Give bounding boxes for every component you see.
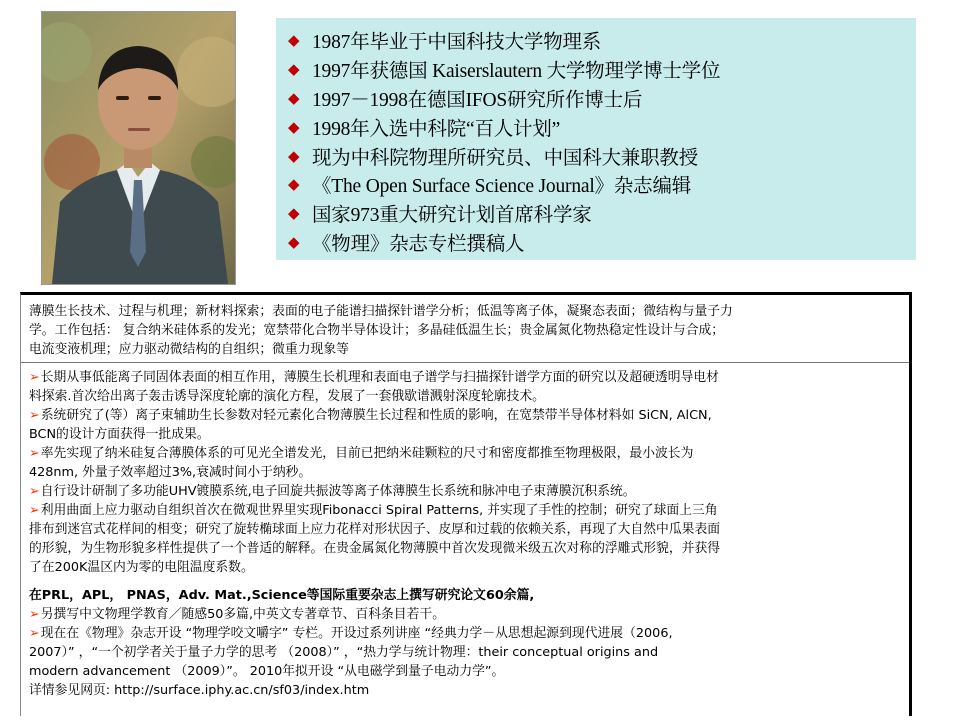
achievement-text: modern advancement （2009）”。 2010年拟开设 “从电磁学到量子电动力学”。 xyxy=(29,664,505,679)
summary-item-text: 1997年获德国 Kaiserslautern 大学物理学博士学位 xyxy=(312,61,721,83)
achievement-text: 料探索.首次给出离子轰击诱导深度轮廓的演化方程，发展了一套俄歇谱溅射深度轮廓技术。 xyxy=(29,389,545,404)
achievement-text: 率先实现了纳米硅复合薄膜体系的可见光全谱发光，目前已把纳米硅颗粒的尺寸和密度都推至物理极限，最小波长为 xyxy=(40,446,694,461)
achievement-line xyxy=(29,444,901,463)
summary-item xyxy=(288,112,916,141)
arrow-bullet-icon: ➢ xyxy=(29,446,40,461)
achievement-line xyxy=(29,586,901,605)
research-line: 学。工作包括： 复合纳米硅体系的发光；宽禁带化合物半导体设计；多晶硅低温生长；贵金属氮化物热稳定性设计与合成； xyxy=(29,323,725,338)
summary-item xyxy=(288,26,916,55)
summary-item-text: 现为中科院物理所研究员、中国科大兼职教授 xyxy=(312,147,699,169)
achievement-line xyxy=(29,387,901,406)
achievement-text: 2007）” ，“一个初学者关于量子力学的思考 （2008）” ，“热力学与统计物理：their conceptual origins and xyxy=(29,645,659,660)
diamond-bullet-icon: ◆ xyxy=(288,146,300,165)
achievement-text: 的形貌，为生物形貌多样性提供了一个普适的解释。在贵金属氮化物薄膜中首次发现微米级五次对称的浮雕式形貌，并获得 xyxy=(29,541,721,556)
achievement-line xyxy=(29,482,901,501)
arrow-bullet-icon: ➢ xyxy=(29,503,40,518)
arrow-bullet-icon: ➢ xyxy=(29,607,40,622)
achievement-line xyxy=(29,406,901,425)
diamond-bullet-icon: ◆ xyxy=(288,204,300,223)
summary-item xyxy=(288,84,916,113)
research-areas xyxy=(21,295,909,363)
summary-item xyxy=(288,228,916,257)
achievement-text: 428nm, 外量子效率超过3%,衰减时间小于纳秒。 xyxy=(29,465,312,480)
diamond-bullet-icon: ◆ xyxy=(288,60,300,79)
achievement-text: 系统研究了(等）离子束辅助生长参数对轻元素化合物薄膜生长过程和性质的影响，在宽禁带半导体材料如 SiCN, AlCN, xyxy=(40,408,712,423)
achievement-line xyxy=(29,662,901,681)
diamond-bullet-icon: ◆ xyxy=(288,31,300,50)
summary-item-text: 1998年入选中科院“百人计划” xyxy=(312,118,561,140)
summary-item-text: 国家973重大研究计划首席科学家 xyxy=(312,205,592,227)
summary-item xyxy=(288,55,916,84)
achievement-text: 长期从事低能离子同固体表面的相互作用，薄膜生长机理和表面电子谱学与扫描探针谱学方面的研究以及超硬透明导电材 xyxy=(40,370,719,385)
achievement-line xyxy=(29,681,901,700)
summary-item-text: 1987年毕业于中国科技大学物理系 xyxy=(312,32,602,54)
research-line: 薄膜生长技术、过程与机理；新材料探索；表面的电子能谱扫描探针谱学分析；低温等离子体，凝聚态表面；微结构与量子力 xyxy=(29,304,733,319)
achievement-line xyxy=(29,558,901,577)
arrow-bullet-icon: ➢ xyxy=(29,408,40,423)
achievement-text: BCN的设计方面获得一批成果。 xyxy=(29,427,210,442)
portrait-photo xyxy=(42,12,235,284)
summary-item-text: 《物理》杂志专栏撰稿人 xyxy=(312,233,525,255)
achievement-line xyxy=(29,463,901,482)
arrow-bullet-icon: ➢ xyxy=(29,370,40,385)
achievements-list xyxy=(21,365,909,716)
diamond-bullet-icon: ◆ xyxy=(288,232,300,251)
arrow-bullet-icon: ➢ xyxy=(29,484,40,499)
research-line: 电流变液机理；应力驱动微结构的自组织；微重力现象等 xyxy=(29,342,349,357)
summary-item-text: 1997－1998在德国IFOS研究所作博士后 xyxy=(312,89,643,111)
achievement-line xyxy=(29,425,901,444)
achievement-line xyxy=(29,368,901,387)
summary-item xyxy=(288,199,916,228)
achievement-text: 详情参见网页: http://surface.iphy.ac.cn/sf03/index.htm xyxy=(29,683,370,698)
diamond-bullet-icon: ◆ xyxy=(288,88,300,107)
achievement-text: 现在在《物理》杂志开设 “物理学咬文嚼字” 专栏。开设过系列讲座 “经典力学－从思想起源到现代进展（2006, xyxy=(40,626,673,641)
diamond-bullet-icon: ◆ xyxy=(288,117,300,136)
achievement-text: 在PRL，APL， PNAS，Adv. Mat.,Science等国际重要杂志上撰写研究论文60余篇, xyxy=(29,588,535,603)
achievement-line xyxy=(29,643,901,662)
achievement-line xyxy=(29,520,901,539)
arrow-bullet-icon: ➢ xyxy=(29,626,40,641)
achievement-text: 利用曲面上应力驱动自组织首次在微观世界里实现Fibonacci Spiral Patterns, 并实现了手性的控制；研究了球面上三角 xyxy=(40,503,718,518)
summary-item-text: 《The Open Surface Science Journal》杂志编辑 xyxy=(312,176,692,198)
summary-item xyxy=(288,141,916,170)
achievement-line xyxy=(29,624,901,643)
detail-box xyxy=(20,292,912,716)
achievement-text: 自行设计研制了多功能UHV镀膜系统,电子回旋共振波等离子体薄膜生长系统和脉冲电子束薄膜沉积系统。 xyxy=(40,484,636,499)
spacer xyxy=(29,577,901,586)
achievement-line xyxy=(29,501,901,520)
summary-box xyxy=(276,18,916,260)
achievement-text: 了在200K温区内为零的电阻温度系数。 xyxy=(29,560,254,575)
achievement-line xyxy=(29,539,901,558)
diamond-bullet-icon: ◆ xyxy=(288,175,300,194)
achievement-line xyxy=(29,605,901,624)
achievement-text: 另撰写中文物理学教育／随感50多篇,中英文专著章节、百科条目若干。 xyxy=(40,607,445,622)
achievement-text: 排布到迷宫式花样间的相变；研究了旋转椭球面上应力花样对形状因子、皮厚和过载的依赖关系，再现了大自然中瓜果表面 xyxy=(29,522,721,537)
summary-item xyxy=(288,170,916,199)
